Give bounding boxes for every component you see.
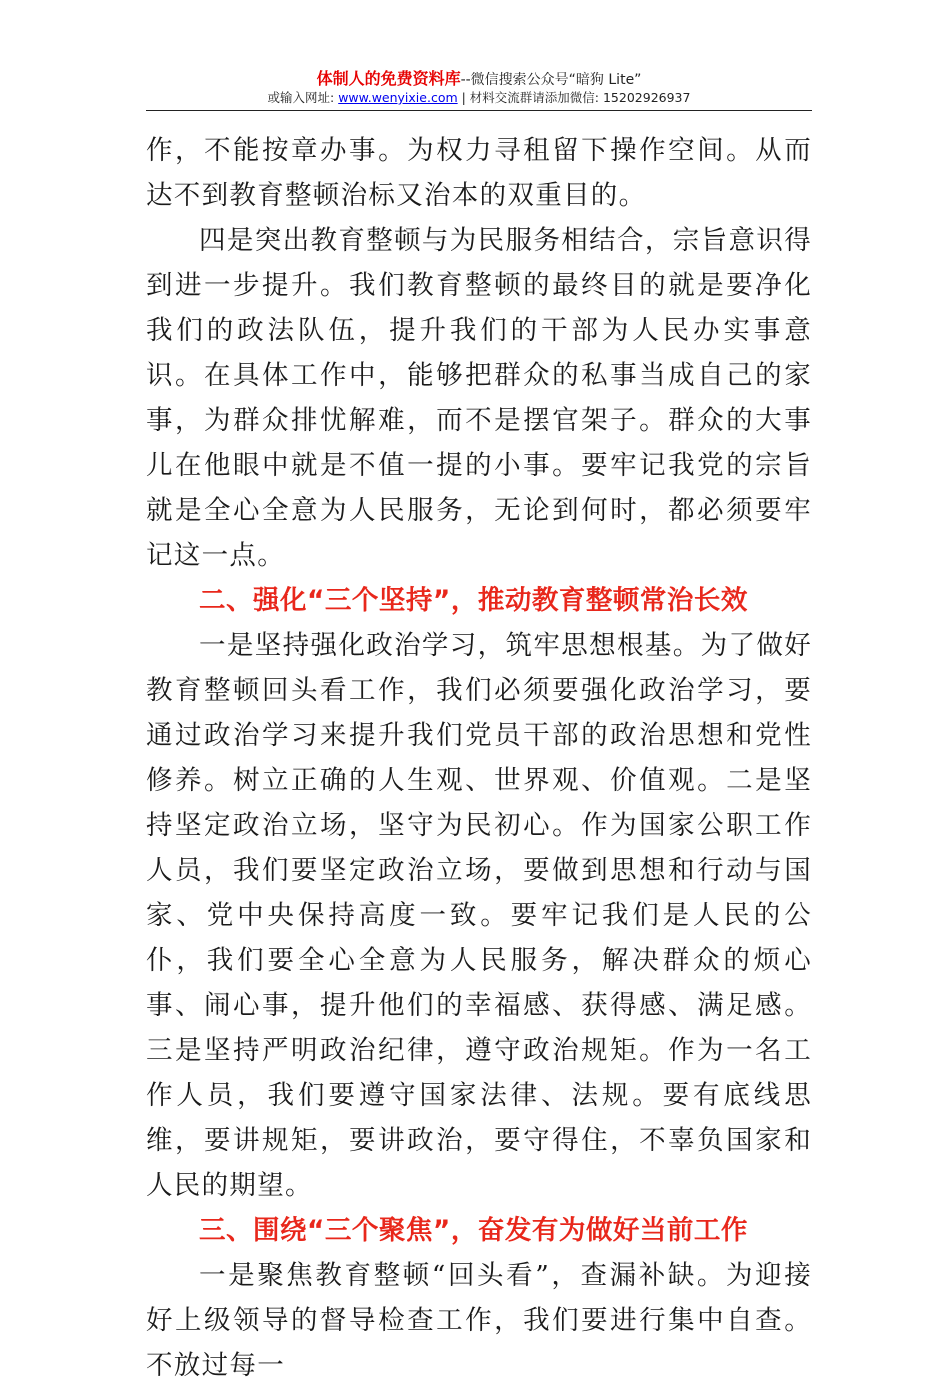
paragraph-three-focuses: 一是聚焦教育整顿“回头看”，查漏补缺。为迎接好上级领导的督导检查工作，我们要进行集中自查。不放过每一	[146, 1260, 812, 1381]
section-heading-3: 三、围绕“三个聚焦”，奋发有为做好当前工作	[199, 1215, 748, 1246]
header-contact: | 材料交流群请添加微信: 15202926937	[457, 90, 691, 105]
document-body	[146, 128, 812, 1388]
header-url-prefix: 或输入网址:	[267, 90, 339, 105]
paragraph-continuation: 作，不能按章办事。为权力寻租留下操作空间。从而达不到教育整顿治标又治本的双重目的。	[146, 135, 812, 211]
header-divider	[146, 110, 812, 111]
brand-title: 体制人的免费资料库	[316, 69, 461, 88]
paragraph-three-adherences: 一是坚持强化政治学习，筑牢思想根基。为了做好教育整顿回头看工作，我们必须要强化政治学习，要通过政治学习来提升我们党员干部的政治思想和党性修养。树立正确的人生观、世界观、价值观。二是坚持坚定政治立场，坚守为民初心。作为国家公职工作人员，我们要坚定政治立场，要做到思想和行动与国家、党中央保持高度一致。要牢记我们是人民的公仆，我们要全心全意为人民服务，解决群众的烦心事、闹心事，提升他们的幸福感、获得感、满足感。三是坚持严明政治纪律，遵守政治规矩。作为一名工作人员，我们要遵守国家法律、法规。要有底线思维，要讲规矩，要讲政治，要守得住，不辜负国家和人民的期望。	[146, 630, 812, 1201]
website-link[interactable]: www.wenyixie.com	[338, 90, 458, 105]
header-line-1	[146, 70, 812, 89]
paragraph-point-four: 四是突出教育整顿与为民服务相结合，宗旨意识得到进一步提升。我们教育整顿的最终目的就是要净化我们的政法队伍，提升我们的干部为人民办实事意识。在具体工作中，能够把群众的私事当成自己的家事，为群众排忧解难，而不是摆官架子。群众的大事儿在他眼中就是不值一提的小事。要牢记我党的宗旨就是全心全意为人民服务，无论到何时，都必须要牢记这一点。	[146, 225, 812, 571]
section-heading-2: 二、强化“三个坚持”，推动教育整顿常治长效	[199, 585, 748, 616]
header-tagline: --微信搜索公众号“暗狗 Lite”	[460, 72, 642, 88]
page-header	[146, 70, 812, 107]
header-line-2	[146, 89, 812, 107]
